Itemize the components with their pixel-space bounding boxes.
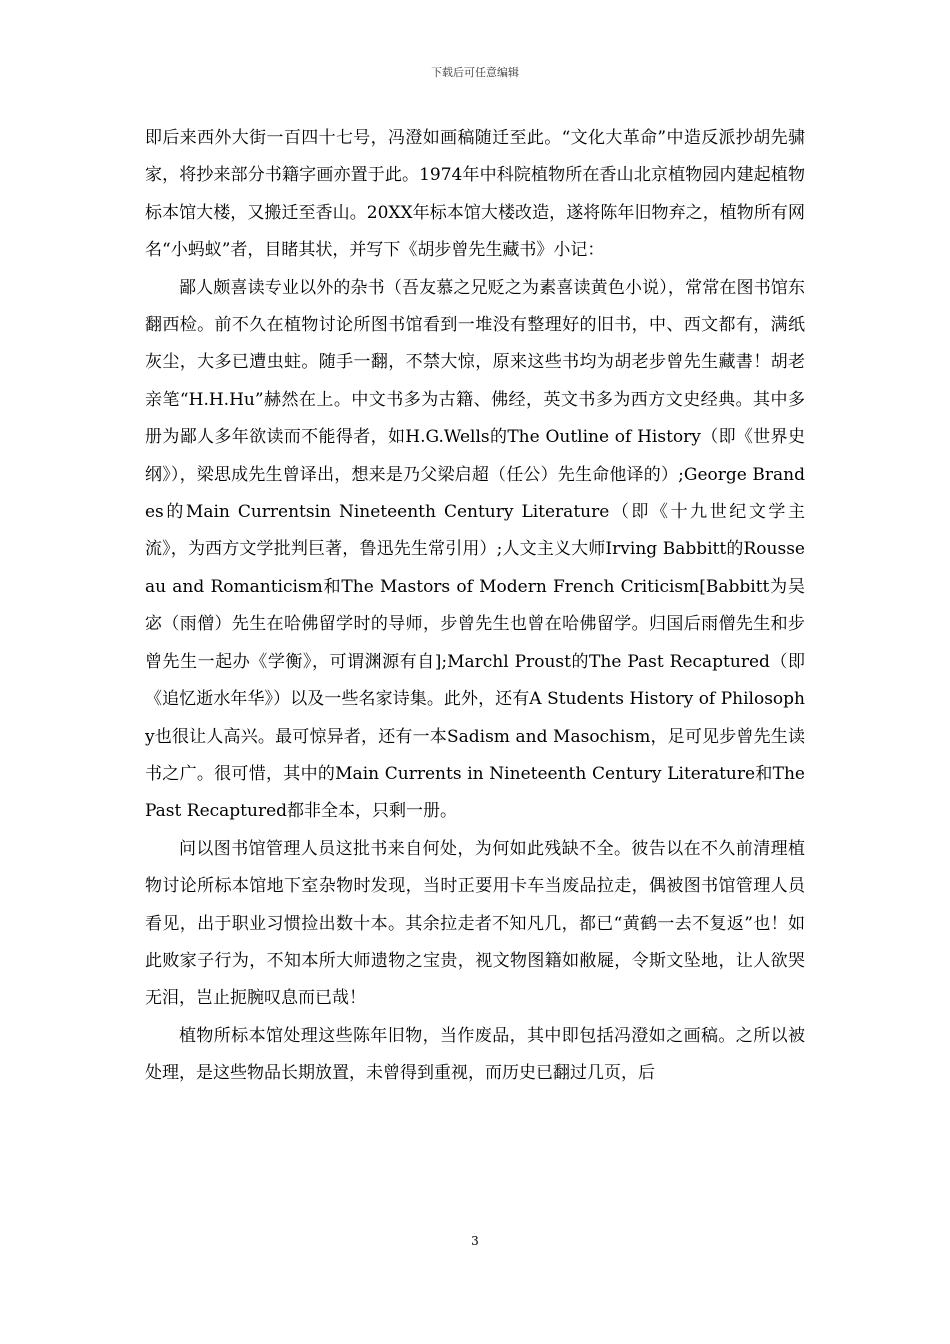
document-body [145,120,805,1093]
paragraph-4: 植物所标本馆处理这些陈年旧物，当作废品，其中即包括冯澄如之画稿。之所以被处理，是这些物品长期放置，未曾得到重视，而历史已翻过几页，后 [145,1025,805,1084]
paragraph-3: 问以图书馆管理人员这批书来自何处，为何如此残缺不全。彼告以在不久前清理植物讨论所标本馆地下室杂物时发现，当时正要用卡车当废品拉走，偶被图书馆管理人员看见，出于职业习惯捡出数十本。其余拉走者不知凡几，都已“黄鹤一去不复返”也！如此败家子行为，不知本所大师遗物之宝贵，视文物图籍如敝屣，令斯文坠地，让人欲哭无泪，岂止扼腕叹息而已哉！ [145,838,805,1009]
page-header: 下载后可任意编辑 [431,66,519,79]
page-number: 3 [471,1234,479,1248]
paragraph-2: 鄙人颇喜读专业以外的杂书（吾友慕之兄贬之为素喜读黄色小说），常常在图书馆东翻西检。前不久在植物讨论所图书馆看到一堆没有整理好的旧书，中、西文都有，满纸灰尘，大多已遭虫蛀。随手一翻，不禁大惊，原来这些书均为胡老步曾先生藏書！胡老亲笔“H.H.Hu”赫然在上。中文书多为古籍、佛经，英文书多为西方文史经典。其中多册为鄙人多年欲读而不能得者，如H.G.Wells的The Outline of History（即《世界史纲》），梁思成先生曾译出，想来是乃父梁启超（任公）先生命他译的）;George Brandes的Main Currentsin Nineteenth Century Literature（即《十九世纪文学主流》，为西方文学批判巨著，鲁迅先生常引用）;人文主义大师Irving Babbitt的Rousseau and Romanticism和The Mastors of Modern French Criticism[Babbitt为吴宓（雨僧）先生在哈佛留学时的导师，步曾先生也曾在哈佛留学。归国后雨僧先生和步曾先生一起办《学衡》，可谓渊源有自];Marchl Proust的The Past Recaptured（即《追忆逝水年华》）以及一些名家诗集。此外，还有A Students History of Philosophy也很让人高兴。最可惊异者，还有一本Sadism and Masochism，足可见步曾先生读书之广。很可惜，其中的Main Currents in Nineteenth Century Literature和The Past Recaptured都非全本，只剩一册。 [145,277,805,822]
paragraph-1: 即后来西外大街一百四十七号，冯澄如画稿随迁至此。“文化大革命”中造反派抄胡先骕家，将抄来部分书籍字画亦置于此。1974年中科院植物所在香山北京植物园内建起植物标本馆大楼，又搬迁至香山。20XX年标本馆大楼改造，遂将陈年旧物弃之，植物所有网名“小蚂蚁”者，目睹其状，并写下《胡步曾先生藏书》小记： [145,128,805,261]
